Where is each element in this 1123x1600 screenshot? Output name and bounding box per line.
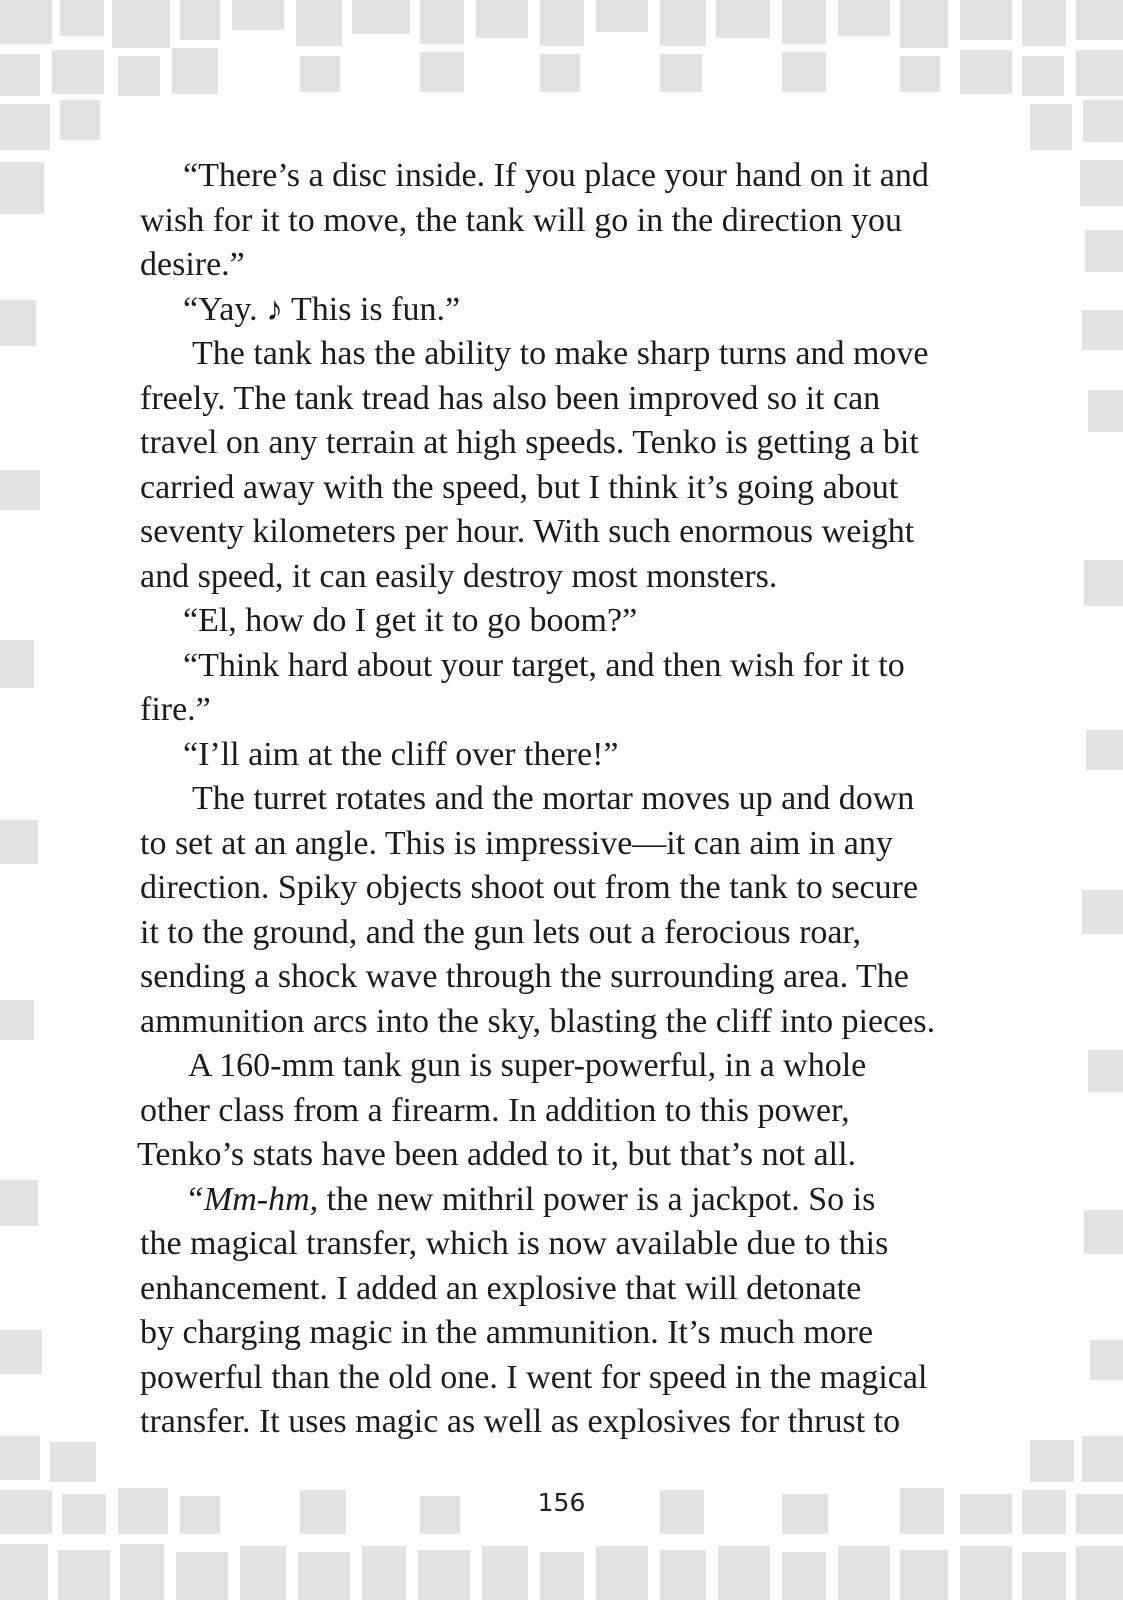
text-line: Tenko’s stats have been added to it, but that’s not all. [137, 1136, 857, 1173]
text-line: powerful than the old one. I went for speed in the magical [140, 1358, 928, 1396]
text-line: direction. Spiky objects shoot out from the tank to secure [140, 869, 919, 906]
text-line: sending a shock wave through the surrounding area. The [140, 958, 909, 995]
text-line: seventy kilometers per hour. With such enormous weight [140, 513, 915, 550]
text-line: freely. The tank tread has also been improved so it can [140, 379, 881, 417]
text-line: wish for it to move, the tank will go in the direction you [140, 201, 903, 239]
italic-phrase: “Mm-hm, [185, 1180, 319, 1218]
body-text [137, 154, 1020, 1445]
text-line: enhancement. I added an explosive that will detonate [140, 1269, 862, 1307]
text-line: carried away with the speed, but I think it’s going about [140, 468, 899, 506]
text-line: The tank has the ability to make sharp turns and move [192, 335, 929, 372]
text-line: “El, how do I get it to go boom?” [183, 602, 638, 639]
text-line: desire.” [140, 246, 245, 283]
text-line: travel on any terrain at high speeds. Tenko is getting a bit [140, 424, 919, 461]
text-line: The turret rotates and the mortar moves up and down [192, 780, 915, 817]
text-line: it to the ground, and the gun lets out a ferocious roar, [140, 913, 861, 951]
text-line: ammunition arcs into the sky, blasting the cliff into pieces. [140, 1002, 936, 1040]
text-line: A 160-mm tank gun is super-powerful, in a whole [188, 1047, 867, 1084]
text-line: “Yay. ♪ This is fun.” [183, 290, 461, 328]
text-line: by charging magic in the ammunition. It’s much more [140, 1314, 874, 1351]
text-line: fire.” [140, 691, 211, 728]
text-line: and speed, it can easily destroy most monsters. [140, 557, 778, 595]
page-number: 156 [537, 1488, 586, 1517]
text-line: transfer. It uses magic as well as explosives for thrust to [140, 1403, 901, 1440]
text-line: to set at an angle. This is impressive—it can aim in any [140, 824, 893, 862]
text-line-rest: the new mithril power is a jackpot. So is [318, 1180, 876, 1218]
text-line [140, 1178, 1020, 1223]
text-line: “Think hard about your target, and then wish for it to [183, 646, 905, 684]
text-line: other class from a firearm. In addition to this power, [140, 1091, 850, 1129]
text-line: “There’s a disc inside. If you place your hand on it and [183, 157, 929, 194]
text-line: “I’ll aim at the cliff over there!” [183, 735, 619, 773]
text-line: the magical transfer, which is now available due to this [140, 1225, 889, 1262]
